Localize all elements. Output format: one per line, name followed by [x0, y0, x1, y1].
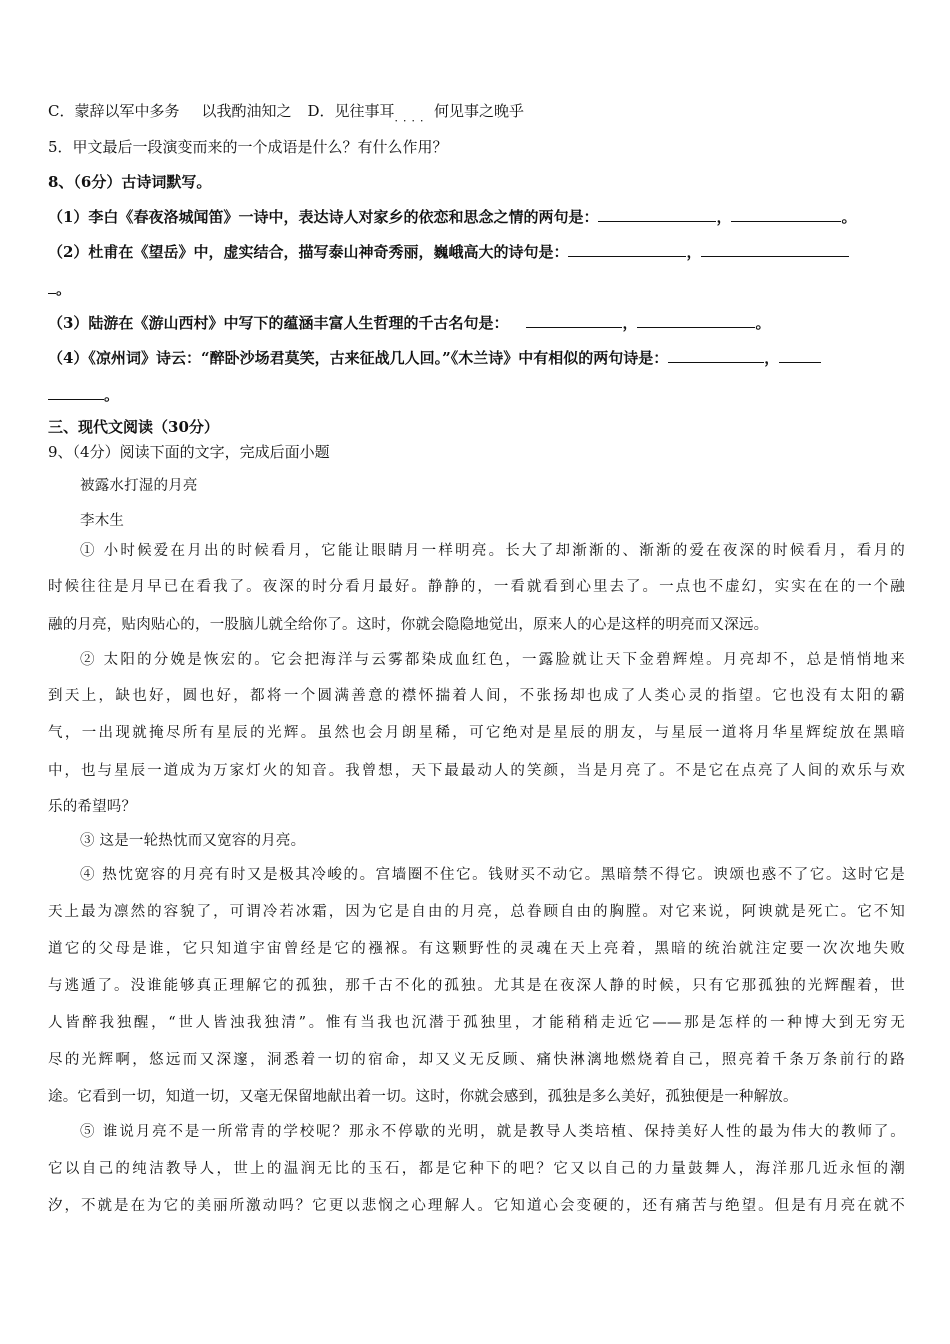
- item-3-text: （3）陆游在《游山西村》中写下的蕴涵丰富人生哲理的千古名句是：: [48, 314, 509, 332]
- answer-blank[interactable]: [48, 385, 104, 400]
- article-line: ② 太阳的分娩是恢宏的。它会把海洋与云雾都染成血红色，一露脸就让天下金碧辉煌。月亮却不，总是悄悄地来: [80, 652, 905, 668]
- article-line: 乐的希望吗？: [48, 799, 137, 815]
- answer-blank[interactable]: [637, 313, 755, 328]
- question-8-title: 8、（6分）古诗词默写。: [48, 173, 212, 191]
- article-line: 到天上，缺也好，圆也好，都将一个圆满善意的襟怀揣着人间，不张扬却也成了人类心灵的指望。它也没有太阳的霸: [48, 688, 905, 704]
- article-author: 李木生: [80, 513, 125, 529]
- article-line: ① 小时候爱在月出的时候看月，它能让眼睛月一样明亮。长大了却渐渐的、渐渐的爱在夜深的时候看月，看月的: [80, 543, 905, 559]
- article-line: 道它的父母是谁，它只知道宇宙曾经是它的襁褓。有这颗野性的灵魂在天上亮着，黑暗的统治就注定要一次次地失败: [48, 941, 905, 957]
- answer-blank[interactable]: [48, 279, 56, 294]
- question-8-item-1: [48, 207, 856, 227]
- article-line: 它以自己的纯洁教导人，世上的温润无比的玉石，都是它种下的吧？它又以自己的力量鼓舞人，海洋那几近永恒的潮: [48, 1161, 905, 1177]
- item-4-text: （4）《凉州词》诗云：“醉卧沙场君莫笑，古来征战几人回。”《木兰诗》中有相似的两句诗是：: [48, 349, 669, 367]
- answer-blank[interactable]: [779, 348, 821, 363]
- item-2-text: （2）杜甫在《望岳》中，虚实结合，描写泰山神奇秀丽，巍峨高大的诗句是：: [48, 243, 569, 261]
- question-8-item-4-cont: [48, 385, 119, 405]
- answer-blank[interactable]: [568, 242, 686, 257]
- article-line: 途。它看到一切，知道一切，又毫无保留地献出着一切。这时，你就会感到，孤独是多么美好，孤独便是一种解放。: [48, 1089, 798, 1105]
- period: 。: [104, 386, 120, 404]
- answer-blank[interactable]: [526, 313, 622, 328]
- question-9-title: 9、（4分）阅读下面的文字，完成后面小题: [48, 443, 330, 461]
- period: 。: [755, 314, 771, 332]
- option-line-c-d: [48, 101, 524, 128]
- article-line: 汐，不就是在为它的美丽所激动吗？它更以悲悯之心理解人。它知道心会变硬的，还有痛苦与绝望。但是有月亮在就不: [48, 1198, 905, 1214]
- answer-blank[interactable]: [731, 207, 841, 222]
- article-line: 气，一出现就掩尽所有星辰的光辉。虽然也会月朗星稀，可它绝对是星辰的朋友，与星辰一道将月华星辉绽放在黑暗: [48, 725, 905, 741]
- article-line: ⑤ 谁说月亮不是一所常青的学校呢？那永不停歇的光明，就是教导人类培植、保持美好人性的最为伟大的教师了。: [80, 1124, 905, 1140]
- item-1-text: （1）李白《春夜洛城闻笛》一诗中，表达诗人对家乡的依恋和思念之情的两句是：: [48, 208, 599, 226]
- period: 。: [56, 280, 72, 298]
- question-8-item-3: [48, 313, 770, 333]
- option-c-text: C．蒙辞以军中多务: [48, 102, 180, 120]
- period: 。: [841, 208, 857, 226]
- comma: ，: [622, 314, 638, 332]
- article-line: 人皆醉我独醒，“世人皆浊我独清”。惟有当我也沉潜于孤独里，才能稍稍走近它——那是怎样的一种博大到无穷无: [48, 1015, 905, 1031]
- article-line: 中，也与星辰一道成为万家灯火的知音。我曾想，天下最最动人的笑颜，当是月亮了。不是它在点亮了人间的欢乐与欢: [48, 763, 905, 779]
- answer-blank[interactable]: [701, 242, 849, 257]
- article-line: 与逃遁了。没谁能够真正理解它的孤独，那千古不化的孤独。尤其是在夜深人静的时候，只有它那孤独的光辉醒着，世: [48, 978, 905, 994]
- question-8-item-2: [48, 242, 849, 262]
- question-8-item-2-cont: [48, 279, 71, 299]
- comma: ，: [764, 349, 780, 367]
- section-3-heading: 三、现代文阅读（30分）: [48, 418, 219, 436]
- comma: ，: [686, 243, 702, 261]
- article-line: 尽的光辉啊，悠远而又深邃，洞悉着一切的宿命，却又义无反顾、痛快淋漓地燃烧着自己，照亮着千条万条前行的路: [48, 1052, 905, 1068]
- article-line: ④ 热忱宽容的月亮有时又是极其冷峻的。宫墙圈不住它。钱财买不动它。黑暗禁不得它。谀颂也惑不了它。这时它是: [80, 867, 905, 883]
- answer-blank[interactable]: [668, 348, 764, 363]
- article-line: 天上最为凛然的容貌了，可谓冷若冰霜，因为它是自由的月亮，总眷顾自由的胸膛。对它来说，阿谀就是死亡。它不知: [48, 904, 905, 920]
- question-5: 5．甲文最后一段演变而来的一个成语是什么？有什么作用？: [48, 138, 448, 156]
- answer-blank[interactable]: [598, 207, 716, 222]
- option-d-text-2: 何见事之晚乎: [434, 102, 525, 120]
- article-line: 时候往往是月早已在看我了。夜深的时分看月最好。静静的，一看就看到心里去了。一点也不虚幻，实实在在的一个融: [48, 579, 905, 595]
- option-d-text: D．见往事耳: [307, 102, 395, 120]
- article-line: ③ 这是一轮热忱而又宽容的月亮。: [80, 833, 306, 849]
- article-line: 融的月亮，贴肉贴心的，一股脑儿就全给你了。这时，你就会隐隐地觉出，原来人的心是这样的明亮而又深远。: [48, 617, 769, 633]
- option-c-text-2: 以我酌油知之: [201, 102, 292, 120]
- comma: ，: [716, 208, 732, 226]
- article-title: 被露水打湿的月亮: [80, 478, 198, 494]
- emphasis-dots: ．．．．: [394, 111, 435, 124]
- question-8-item-4: [48, 348, 821, 368]
